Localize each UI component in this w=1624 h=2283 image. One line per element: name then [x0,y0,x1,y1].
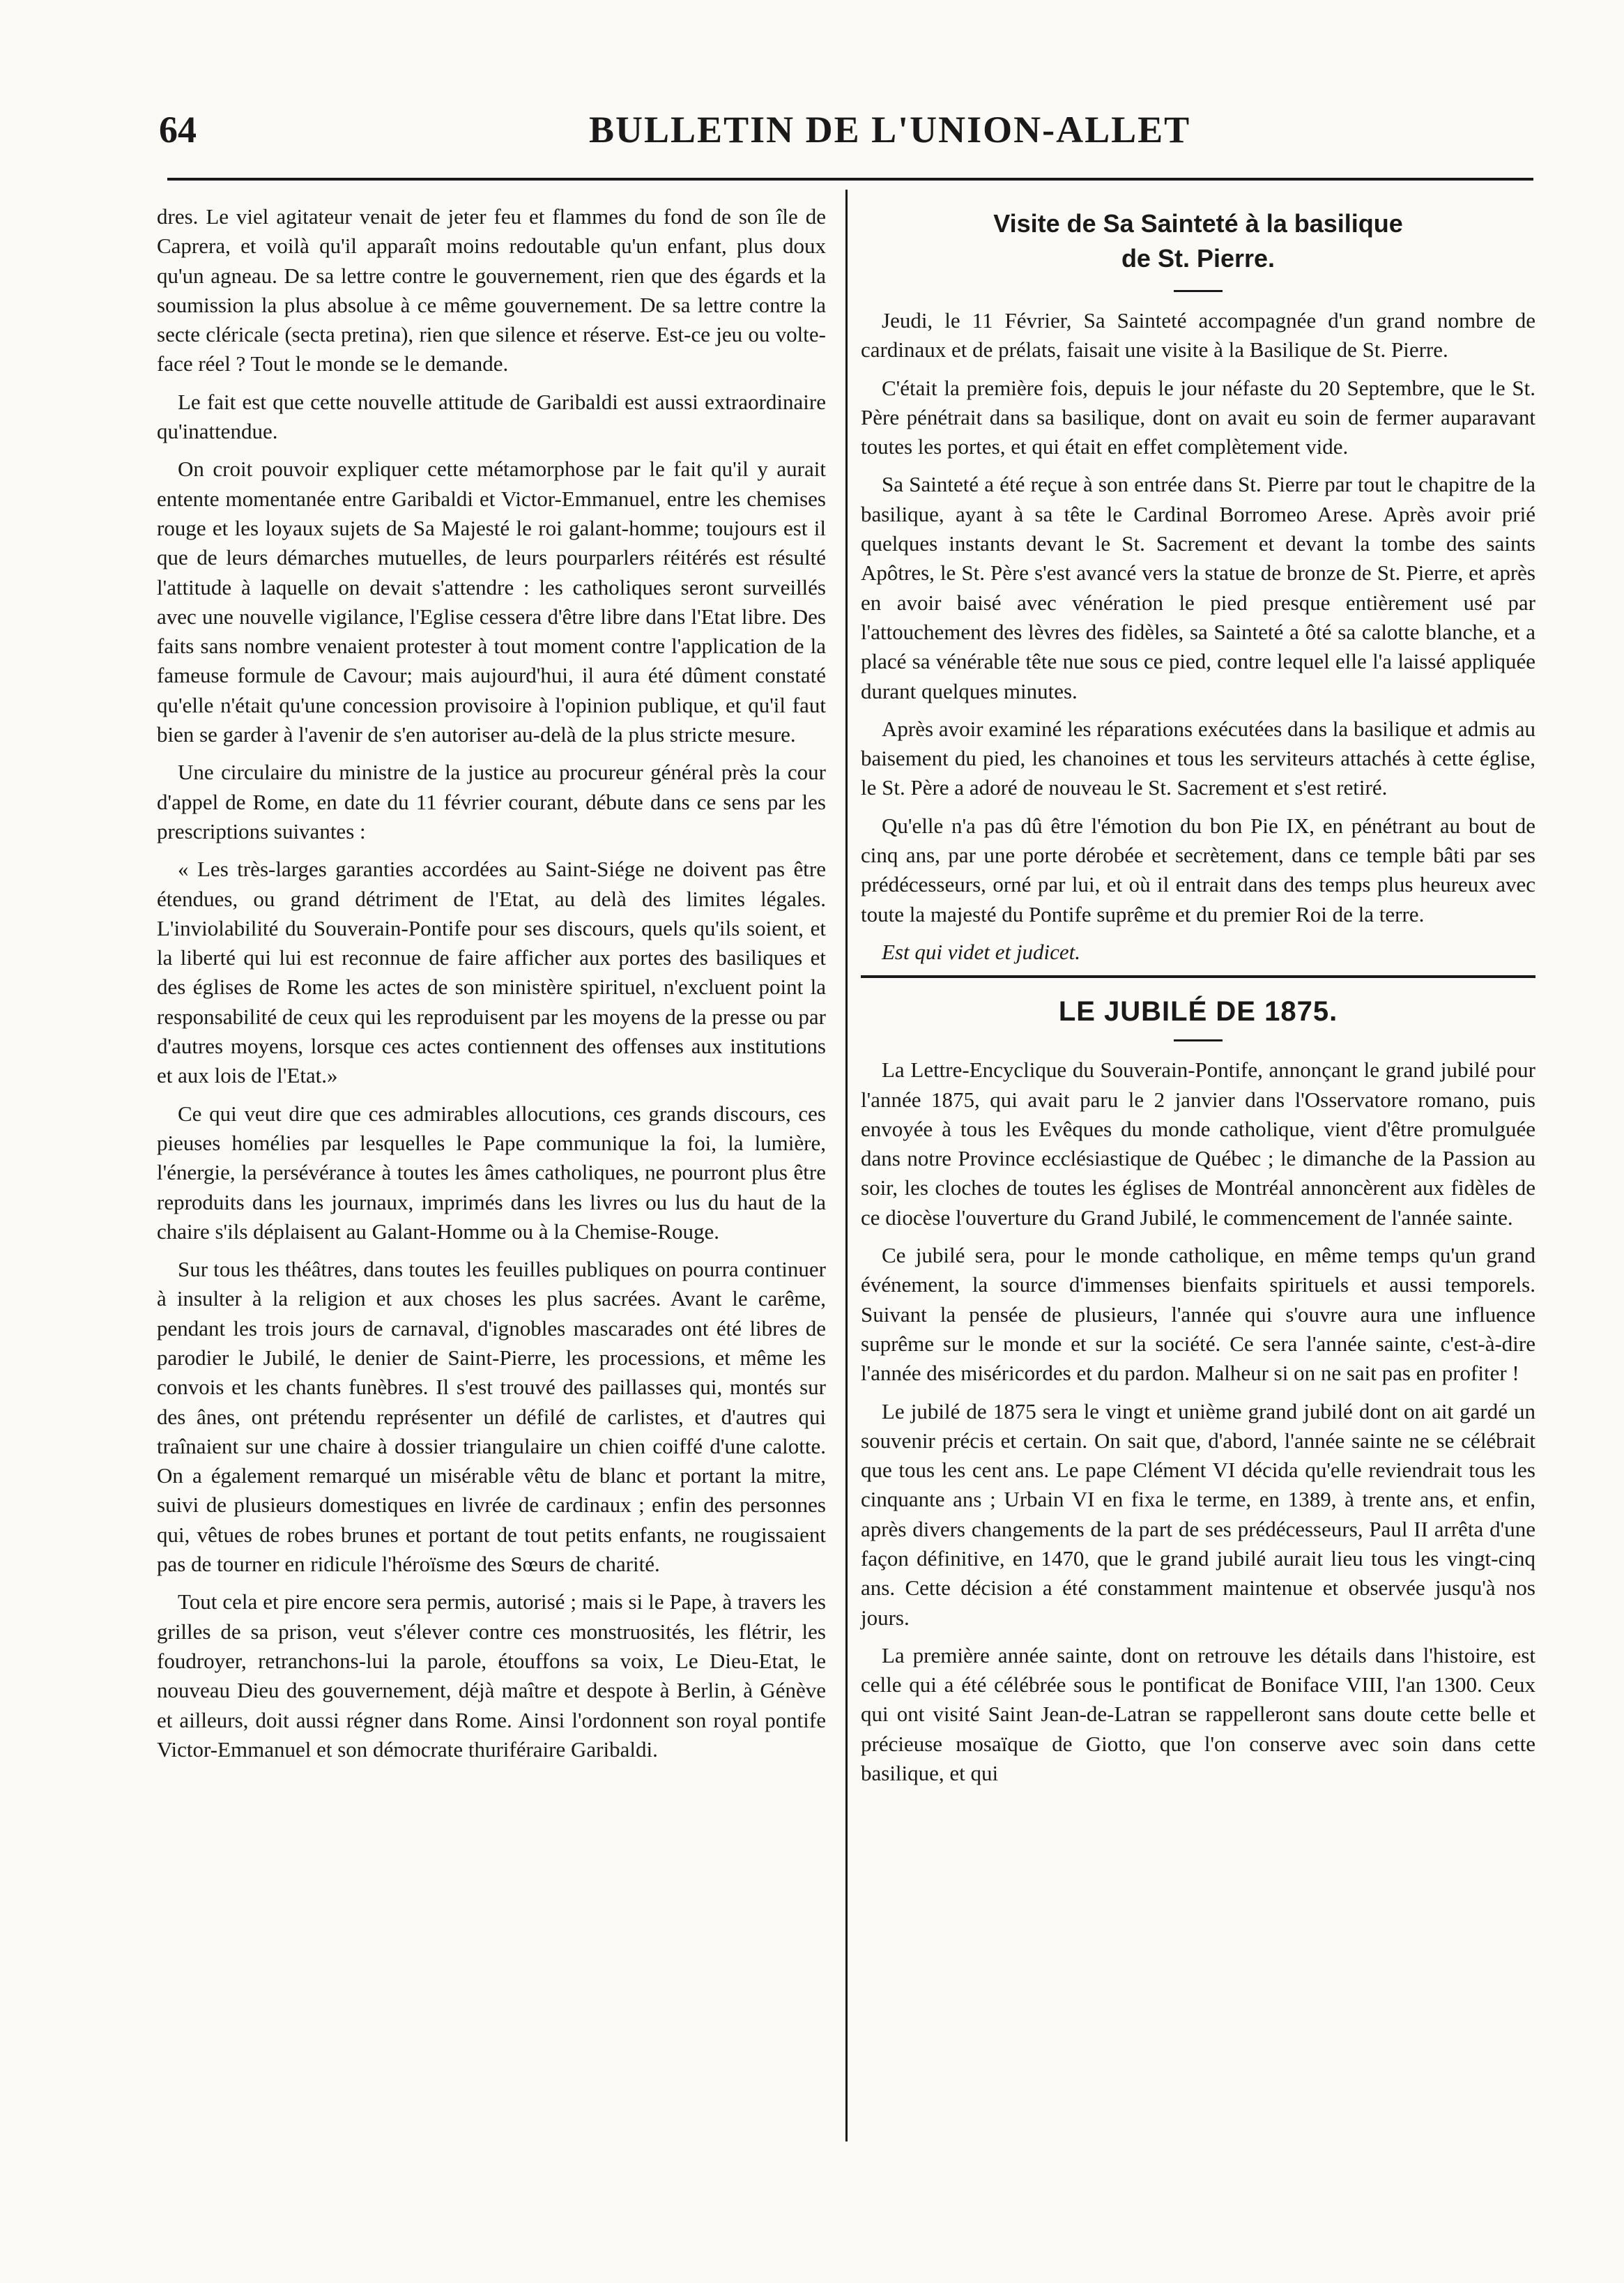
quoted-circular: « Les très-larges garanties accordées au Saint-Siége ne doivent pas être étendues, ou grand détriment de l'Etat, au delà des limites légales. L'inviolabilité du Souverain-Pontife pour ses discours, quels qu'ils soient, et la liberté qui lui est reconnue de faire afficher aux portes des basiliques et des églises de Rome les actes de son ministère spirituel, n'excluent point la responsabilité de ceux qui les reproduisent par les moyens de la presse ou par d'autres moyens, lorsque ces actes contiennent des offenses aux institutions et aux lois de l'Etat.» [157,857,826,1088]
article-paragraph: Jeudi, le 11 Février, Sa Sainteté accompagnée d'un grand nombre de cardinaux et de prélats, faisait une visite à la Basilique de St. Pierre. [861,308,1535,362]
article-paragraph: Ce qui veut dire que ces admirables allocutions, ces grands discours, ces pieuses homélies par lesquelles le Pape communique la foi, la lumière, l'énergie, la persévérance à toutes les âmes catholiques, ne pourront plus être reproduits dans les journaux, imprimés dans les livres ou lus du haut de la chaire s'ils déplaisent au Galant-Homme ou à la Chemise-Rouge. [157,1101,826,1244]
article-paragraph: Sur tous les théâtres, dans toutes les feuilles publiques on pourra continuer à insulter à la religion et aux choses les plus sacrées. Avant le carême, pendant les trois jours de carnaval, d'ignobles mascarades ont été libres de parodier le Jubilé, le denier de Saint-Pierre, les processions, et même les convois et les chants funèbres. Il s'est trouvé des paillasses qui, montés sur des ânes, ont prétendu représenter un défilé de carlistes, et d'autres qui traînaient sur une chaire à dossier triangulaire un chien coiffé d'une calotte. On a également remarqué un misérable vêtu de blanc et portant la mitre, suivi de plusieurs domestiques en livrée de cardinaux ; enfin des personnes qui, vêtues de robes brunes et portant de tout petits enfants, ne rougissaient pas de tourner en ridicule l'héroïsme des Sœurs de charité. [157,1257,826,1577]
title-rule [1174,1039,1223,1041]
article-paragraph: Le jubilé de 1875 sera le vingt et unième grand jubilé dont on ait gardé un souvenir précis et certain. On sait que, d'abord, l'année sainte ne se célébrait que tous les cent ans. Le pape Clément VI décida qu'elle reviendrait tous les cinquante ans ; Urbain VI en fixa le terme, en 1389, à trente ans, et enfin, après divers changements de la part de ses prédécesseurs, Paul II arrêta d'une façon définitive, en 1470, que le grand jubilé aurait lieu tous les vingt-cinq ans. Cette décision a été constamment maintenue et observée jusqu'à nos jours. [861,1398,1535,1630]
left-column [157,202,826,1773]
article-paragraph: Tout cela et pire encore sera permis, autorisé ; mais si le Pape, à travers les grilles de sa prison, veut s'élever contre ces monstruosités, les flétrir, les foudroyer, retranchons-lui la parole, étouffons sa voix, Le Dieu-Etat, le nouveau Dieu des gouvernement, déjà maître et despote à Berlin, à Génève et ailleurs, doit aussi régner dans Rome. Ainsi l'ordonnent son royal pontife Victor-Emmanuel et son démocrate thuriféraire Garibaldi. [157,1589,826,1762]
article-paragraph: Après avoir examiné les réparations exécutées dans la basilique et admis au baisement du pied, les chanoines et tous les serviteurs attachés à cette église, le St. Père a adoré de nouveau le St. Sacrement et s'est retiré. [861,716,1535,800]
article-paragraph: Sa Sainteté a été reçue à son entrée dans St. Pierre par tout le chapitre de la basilique, ayant à sa tête le Cardinal Borromeo Arese. Après avoir prié quelques instants devant le St. Sacrement et devant la tombe des saints Apôtres, le St. Père s'est avancé vers la statue de bronze de St. Pierre, et après en avoir baisé avec vénération le pied presque entièrement usé par l'attouchement des lèvres des fidèles, sa Sainteté a ôté sa calotte blanche, et a placé sa vénérable tête nue sous ce pied, contre lequel elle l'a laissé appliquée durant quelques minutes. [861,472,1535,703]
visit-title-line-1: Visite de Sa Sainteté à la basilique [993,209,1403,238]
header-rule [167,178,1533,181]
article-paragraph: La Lettre-Encyclique du Souverain-Pontife, annonçant le grand jubilé pour l'année 1875, qui avait paru le 2 janvier dans l'Osservatore romano, puis envoyée à tous les Evêques du monde catholique, vient d'être promulguée dans notre Province ecclésiastique de Québec ; le dimanche de la Passion au soir, les cloches de toutes les églises de Montréal annoncèrent aux fidèles de ce diocèse l'ouverture du Grand Jubilé, le commencement de l'année sainte. [861,1057,1535,1230]
right-column [861,202,1535,1796]
article-paragraph: On croit pouvoir expliquer cette métamorphose par le fait qu'il y aurait entente momentanée entre Garibaldi et Victor-Emmanuel, entre les chemises rouge et les loyaux sujets de Sa Majesté le roi galant-homme; toujours est il que de leurs démarches mutuelles, de leurs pourparlers réitérés est résulté l'attitude à laquelle on devait s'attendre : les catholiques seront surveillés avec une nouvelle vigilance, l'Eglise cessera d'être libre dans l'Etat libre. Des faits sans nombre venaient protester à tout moment contre l'application de la fameuse formule de Cavour; mais aujourd'hui, il aura été dûment constaté qu'elle n'était qu'une concession provisoire à l'opinion publique, et qu'il faut bien se garder à l'avenir de s'en autoriser au-delà de la plus stricte mesure. [157,457,826,747]
visit-title-line-2: de St. Pierre. [1121,244,1276,273]
section-rule [861,975,1535,978]
article-paragraph: dres. Le viel agitateur venait de jeter feu et flammes du fond de son île de Caprera, et voilà qu'il apparaît moins redoutable qu'un enfant, plus doux qu'un agneau. De sa lettre contre le gouvernement, rien que des égards et la soumission la plus absolue à ce même gouvernement. De sa lettre contre la secte cléricale (secta pretina), rien que silence et réserve. Est-ce jeu ou volte-face réel ? Tout le monde se le demande. [157,204,826,376]
article-paragraph: Ce jubilé sera, pour le monde catholique, en même temps qu'un grand événement, la source d'immenses bienfaits spirituels et aussi temporels. Suivant la pensée de plusieurs, l'année qui s'ouvre aura une influence suprême sur le monde et sur la société. Ce sera l'année sainte, c'est-à-dire l'année des miséricordes et du pardon. Malheur si on ne sait pas en profiter ! [861,1243,1535,1386]
article-paragraph: Une circulaire du ministre de la justice au procureur général près la cour d'appel de Rome, en date du 11 février courant, débute dans ce sens par les prescriptions suivantes : [157,760,826,843]
article-paragraph: La première année sainte, dont on retrouve les détails dans l'histoire, est celle qui a été célébrée sous le pontificat de Boniface VIII, l'an 1300. Ceux qui ont visité Saint Jean-de-Latran se rappelleront sans doute cette belle et précieuse mosaïque de Giotto, que l'on conserve avec soin dans cette basilique, et qui [861,1642,1535,1786]
column-divider [845,190,848,2141]
running-title: BULLETIN DE L'UNION-ALLET [589,109,1191,151]
jubilee-section-title: LE JUBILÉ DE 1875. [1058,996,1338,1028]
title-rule [1174,290,1223,292]
article-paragraph: Qu'elle n'a pas dû être l'émotion du bon Pie IX, en pénétrant au bout de cinq ans, par une porte dérobée et secrètement, dans ce temple bâti par ses prédécesseurs, orné par lui, et où il entrait dans des temps plus heureux avec toute la majesté du Pontife suprême et du premier Roi de la terre. [861,813,1535,926]
visit-section-title [861,206,1535,276]
page-number: 64 [159,109,197,151]
signoff: Est qui videt et judicet. [882,939,1080,964]
article-paragraph: Le fait est que cette nouvelle attitude de Garibaldi est aussi extraordinaire qu'inattendue. [157,389,826,444]
article-paragraph: C'était la première fois, depuis le jour néfaste du 20 Septembre, que le St. Père pénétrait dans sa basilique, dont on avait eu soin de fermer auparavant toutes les portes, et qui était en effet complètement vide. [861,375,1535,459]
